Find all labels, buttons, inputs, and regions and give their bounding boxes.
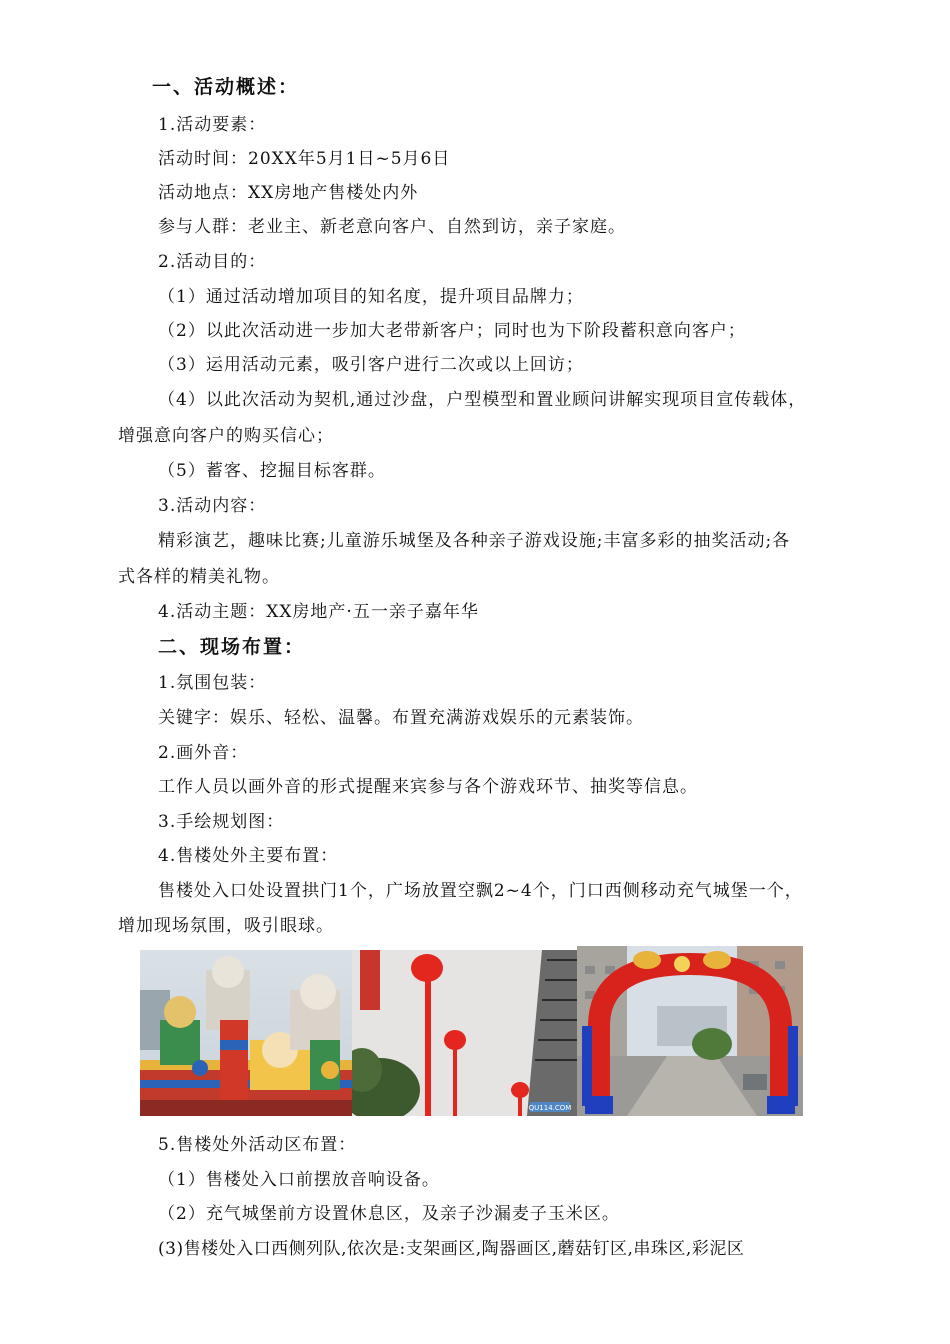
item-heading-voiceover: 2.画外音： — [158, 743, 249, 763]
activity-people: 参与人群：老业主、新老意向客户、自然到访，亲子家庭。 — [158, 217, 626, 237]
item-heading-plan: 3.手绘规划图： — [158, 812, 285, 832]
item-heading-elements: 1.活动要素： — [158, 115, 267, 135]
activity-time: 活动时间：20XX年5月1日~5月6日 — [158, 149, 451, 169]
content-text-continued: 式各样的精美礼物。 — [118, 567, 280, 587]
goal-item: （3）运用活动元素，吸引客户进行二次或以上回访； — [158, 355, 584, 375]
goal-item: （5）蓄客、挖掘目标客群。 — [158, 461, 386, 481]
item-heading-content: 3.活动内容： — [158, 496, 267, 516]
bouncy-castle-photo — [140, 950, 352, 1116]
goal-item-continued: 增强意向客户的购买信心； — [118, 426, 334, 446]
voiceover-text: 工作人员以画外音的形式提醒来宾参与各个游戏环节、抽奖等信息。 — [158, 777, 698, 797]
area-item: (3)售楼处入口西侧列队,依次是:支架画区,陶器画区,蘑菇钉区,串珠区,彩泥区 — [158, 1239, 745, 1259]
balloon-lanterns-photo — [352, 950, 577, 1116]
photo-watermark: QU114.COM — [528, 1104, 572, 1112]
goal-item: （2）以此次活动进一步加大老带新客户；同时也为下阶段蓄积意向客户； — [158, 321, 746, 341]
area-item: （2）充气城堡前方设置休息区，及亲子沙漏麦子玉米区。 — [158, 1204, 620, 1224]
item-heading-atmosphere: 1.氛围包装： — [158, 673, 267, 693]
section-title-overview: 一、活动概述： — [152, 76, 300, 98]
goal-item: （4）以此次活动为契机,通过沙盘，户型模型和置业顾问讲解实现项目宣传载体， — [158, 390, 807, 410]
goal-item: （1）通过活动增加项目的知名度，提升项目品牌力； — [158, 287, 584, 307]
activity-theme: 4.活动主题：XX房地产·五一亲子嘉年华 — [158, 602, 479, 622]
outside-text-continued: 增加现场氛围，吸引眼球。 — [118, 916, 334, 936]
outside-text: 售楼处入口处设置拱门1个，广场放置空飘2~4个，门口西侧移动充气城堡一个， — [158, 881, 803, 901]
activity-place: 活动地点：XX房地产售楼处内外 — [158, 183, 419, 203]
keywords-text: 关键字：娱乐、轻松、温馨。布置充满游戏娱乐的元素装饰。 — [158, 708, 644, 728]
item-heading-goals: 2.活动目的： — [158, 252, 267, 272]
inflatable-arch-photo — [577, 946, 803, 1116]
item-heading-outside: 4.售楼处外主要布置： — [158, 846, 339, 866]
area-item: （1）售楼处入口前摆放音响设备。 — [158, 1170, 440, 1190]
item-heading-activity-area: 5.售楼处外活动区布置： — [158, 1135, 357, 1155]
section-title-layout: 二、现场布置： — [158, 636, 306, 658]
content-text: 精彩演艺，趣味比赛;儿童游乐城堡及各种亲子游戏设施;丰富多彩的抽奖活动;各 — [158, 531, 791, 551]
